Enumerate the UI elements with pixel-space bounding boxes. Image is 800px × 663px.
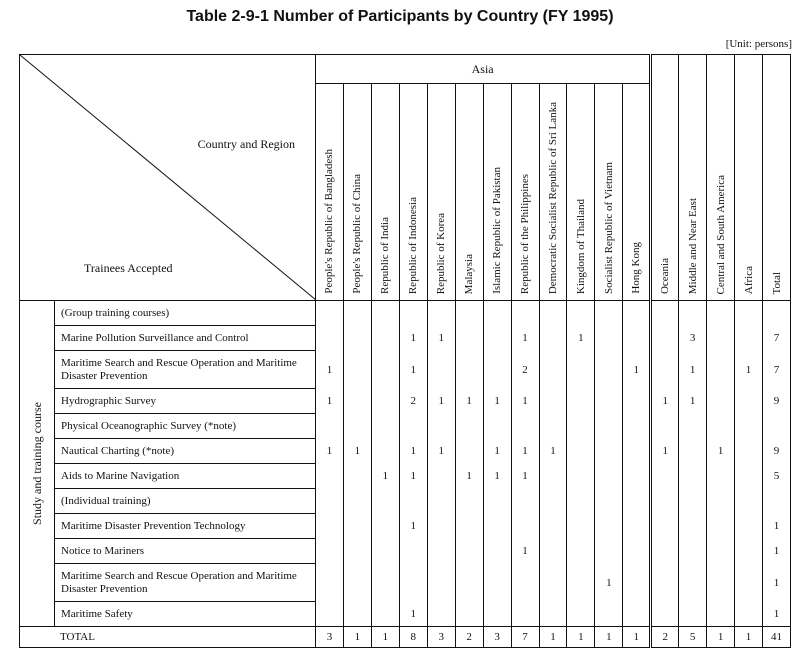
cell-value <box>455 539 483 564</box>
cell-value <box>567 489 595 514</box>
cell-value <box>511 564 539 602</box>
cell-value <box>483 489 511 514</box>
cell-value <box>539 414 567 439</box>
cell-value <box>343 301 371 326</box>
cell-value <box>483 414 511 439</box>
col-header-pakistan: Islamic Republic of Pakistan <box>483 84 511 301</box>
table-row <box>20 414 791 439</box>
cell-value <box>707 464 735 489</box>
total-value: 1 <box>623 627 651 648</box>
col-header-middle-near-east: Middle and Near East <box>679 55 707 301</box>
cell-value: 1 <box>483 389 511 414</box>
cell-value: 1 <box>623 351 651 389</box>
cell-value <box>539 301 567 326</box>
cell-value <box>427 602 455 627</box>
cell-value <box>371 301 399 326</box>
cell-value <box>567 514 595 539</box>
cell-value: 5 <box>763 464 791 489</box>
col-header-total: Total <box>763 55 791 301</box>
table-row <box>20 602 791 627</box>
cell-value <box>483 602 511 627</box>
cell-value <box>427 489 455 514</box>
total-value: 3 <box>316 627 344 648</box>
cell-value <box>343 539 371 564</box>
row-label: Maritime Disaster Prevention Technology <box>55 514 316 539</box>
cell-value: 1 <box>651 439 679 464</box>
cell-value <box>651 514 679 539</box>
cell-value <box>343 414 371 439</box>
cell-value <box>511 489 539 514</box>
cell-value <box>399 539 427 564</box>
cell-value <box>679 414 707 439</box>
total-value: 2 <box>455 627 483 648</box>
cell-value: 1 <box>399 351 427 389</box>
col-header-oceania: Oceania <box>651 55 679 301</box>
cell-value <box>511 514 539 539</box>
cell-value: 2 <box>511 351 539 389</box>
cell-value <box>371 539 399 564</box>
cell-value <box>371 489 399 514</box>
cell-value <box>735 389 763 414</box>
cell-value <box>343 326 371 351</box>
cell-value: 1 <box>483 464 511 489</box>
table-row <box>20 489 791 514</box>
cell-value <box>455 414 483 439</box>
cell-value <box>595 464 623 489</box>
cell-value <box>343 389 371 414</box>
total-value: 1 <box>735 627 763 648</box>
table-row <box>20 389 791 414</box>
total-label: TOTAL <box>20 627 316 648</box>
cell-value <box>763 489 791 514</box>
cell-value <box>539 489 567 514</box>
cell-value <box>735 326 763 351</box>
cell-value: 1 <box>455 464 483 489</box>
cell-value <box>623 564 651 602</box>
row-label: Maritime Search and Rescue Operation and Maritime Disaster Prevention <box>55 351 316 389</box>
cell-value <box>595 489 623 514</box>
cell-value <box>763 414 791 439</box>
cell-value <box>539 326 567 351</box>
cell-value <box>511 602 539 627</box>
cell-value <box>651 602 679 627</box>
col-header-africa: Africa <box>735 55 763 301</box>
cell-value <box>595 326 623 351</box>
total-value: 7 <box>511 627 539 648</box>
cell-value <box>316 464 344 489</box>
cell-value <box>735 602 763 627</box>
cell-value <box>316 539 344 564</box>
cell-value <box>623 464 651 489</box>
cell-value <box>595 514 623 539</box>
row-label: Nautical Charting (*note) <box>55 439 316 464</box>
col-header-thailand: Kingdom of Thailand <box>567 84 595 301</box>
participants-table <box>19 54 791 648</box>
cell-value <box>679 564 707 602</box>
cell-value <box>679 539 707 564</box>
cell-value <box>371 389 399 414</box>
cell-value <box>735 414 763 439</box>
cell-value <box>539 564 567 602</box>
cell-value <box>539 514 567 539</box>
total-value: 1 <box>343 627 371 648</box>
cell-value <box>623 514 651 539</box>
cell-value: 1 <box>316 351 344 389</box>
cell-value <box>707 489 735 514</box>
cell-value <box>316 602 344 627</box>
cell-value <box>427 414 455 439</box>
cell-value <box>567 602 595 627</box>
col-header-sri-lanka: Democratic Socialist Republic of Sri Lanka <box>539 84 567 301</box>
cell-value <box>455 301 483 326</box>
country-region-label: Country and Region <box>197 137 295 151</box>
total-value: 3 <box>483 627 511 648</box>
cell-value: 1 <box>763 564 791 602</box>
cell-value: 1 <box>399 439 427 464</box>
total-value: 1 <box>595 627 623 648</box>
cell-value <box>735 539 763 564</box>
cell-value <box>427 464 455 489</box>
table-title: Table 2-9-1 Number of Participants by Country (FY 1995) <box>186 8 614 25</box>
total-value: 1 <box>371 627 399 648</box>
cell-value <box>651 301 679 326</box>
col-header-hong-kong: Hong Kong <box>623 84 651 301</box>
cell-value <box>483 351 511 389</box>
cell-value: 1 <box>399 326 427 351</box>
total-row <box>20 627 791 648</box>
col-header-china: People's Republic of China <box>343 84 371 301</box>
trainees-accepted-label: Trainees Accepted <box>84 261 173 275</box>
cell-value <box>371 602 399 627</box>
cell-value: 9 <box>763 439 791 464</box>
cell-value: 1 <box>316 389 344 414</box>
cell-value <box>427 539 455 564</box>
cell-value <box>651 489 679 514</box>
cell-value <box>483 326 511 351</box>
cell-value: 1 <box>427 389 455 414</box>
cell-value <box>567 301 595 326</box>
cell-value <box>483 539 511 564</box>
cell-value <box>707 326 735 351</box>
cell-value <box>316 564 344 602</box>
cell-value <box>735 514 763 539</box>
cell-value <box>735 464 763 489</box>
cell-value <box>567 414 595 439</box>
cell-value <box>623 602 651 627</box>
cell-value <box>371 414 399 439</box>
cell-value: 1 <box>539 439 567 464</box>
cell-value <box>427 564 455 602</box>
cell-value: 1 <box>427 326 455 351</box>
cell-value <box>567 351 595 389</box>
diagonal-header-cell <box>20 55 316 301</box>
table-row <box>20 351 791 389</box>
cell-value <box>539 389 567 414</box>
cell-value: 1 <box>763 539 791 564</box>
cell-value <box>595 414 623 439</box>
col-header-vietnam: Socialist Republic of Vietnam <box>595 84 623 301</box>
cell-value <box>623 439 651 464</box>
cell-value <box>343 489 371 514</box>
row-label: (Group training courses) <box>55 301 316 326</box>
total-value: 1 <box>707 627 735 648</box>
cell-value <box>483 514 511 539</box>
cell-value: 1 <box>763 602 791 627</box>
table-row <box>20 301 791 326</box>
cell-value <box>595 539 623 564</box>
total-value: 1 <box>567 627 595 648</box>
cell-value <box>707 389 735 414</box>
col-header-philippines: Republic of the Philippines <box>511 84 539 301</box>
cell-value: 1 <box>679 389 707 414</box>
cell-value: 2 <box>399 389 427 414</box>
cell-value: 1 <box>707 439 735 464</box>
cell-value <box>651 539 679 564</box>
cell-value <box>707 351 735 389</box>
cell-value <box>735 489 763 514</box>
cell-value <box>567 464 595 489</box>
cell-value <box>343 464 371 489</box>
cell-value: 1 <box>567 326 595 351</box>
col-header-india: Republic of India <box>371 84 399 301</box>
col-header-bangladesh: People's Republic of Bangladesh <box>316 84 344 301</box>
cell-value <box>651 414 679 439</box>
cell-value <box>735 439 763 464</box>
cell-value <box>679 489 707 514</box>
col-header-korea: Republic of Korea <box>427 84 455 301</box>
cell-value <box>455 351 483 389</box>
table-row <box>20 514 791 539</box>
cell-value <box>679 464 707 489</box>
cell-value <box>399 564 427 602</box>
cell-value <box>427 514 455 539</box>
cell-value: 1 <box>735 351 763 389</box>
cell-value <box>735 301 763 326</box>
cell-value <box>623 489 651 514</box>
col-header-indonesia: Republic of Indonesia <box>399 84 427 301</box>
cell-value <box>455 564 483 602</box>
row-label: Maritime Safety <box>55 602 316 627</box>
cell-value <box>511 414 539 439</box>
total-value: 3 <box>427 627 455 648</box>
cell-value: 1 <box>763 514 791 539</box>
row-label: (Individual training) <box>55 489 316 514</box>
cell-value <box>343 514 371 539</box>
cell-value <box>539 539 567 564</box>
cell-value <box>539 351 567 389</box>
cell-value: 1 <box>595 564 623 602</box>
cell-value <box>623 389 651 414</box>
cell-value: 9 <box>763 389 791 414</box>
cell-value <box>455 326 483 351</box>
cell-value <box>399 301 427 326</box>
cell-value <box>343 564 371 602</box>
cell-value: 1 <box>679 351 707 389</box>
cell-value <box>539 602 567 627</box>
row-label: Hydrographic Survey <box>55 389 316 414</box>
row-label: Physical Oceanographic Survey (*note) <box>55 414 316 439</box>
cell-value: 1 <box>343 439 371 464</box>
cell-value: 1 <box>511 464 539 489</box>
cell-value <box>651 351 679 389</box>
col-header-malaysia: Malaysia <box>455 84 483 301</box>
cell-value <box>679 602 707 627</box>
cell-value <box>567 439 595 464</box>
cell-value <box>316 301 344 326</box>
cell-value: 7 <box>763 351 791 389</box>
cell-value <box>679 514 707 539</box>
cell-value <box>651 464 679 489</box>
cell-value <box>483 301 511 326</box>
cell-value: 3 <box>679 326 707 351</box>
cell-value <box>679 301 707 326</box>
cell-value <box>567 389 595 414</box>
table-row <box>20 464 791 489</box>
table-row <box>20 439 791 464</box>
cell-value <box>651 564 679 602</box>
table-row <box>20 564 791 602</box>
cell-value: 1 <box>399 514 427 539</box>
cell-value <box>455 602 483 627</box>
row-label: Aids to Marine Navigation <box>55 464 316 489</box>
cell-value <box>707 301 735 326</box>
cell-value <box>707 514 735 539</box>
cell-value: 1 <box>511 389 539 414</box>
total-value: 41 <box>763 627 791 648</box>
cell-value <box>763 301 791 326</box>
total-value: 1 <box>539 627 567 648</box>
cell-value <box>595 389 623 414</box>
total-value: 5 <box>679 627 707 648</box>
cell-value <box>623 539 651 564</box>
table-row <box>20 539 791 564</box>
cell-value <box>679 439 707 464</box>
cell-value <box>343 602 371 627</box>
cell-value: 1 <box>371 464 399 489</box>
cell-value: 1 <box>427 439 455 464</box>
cell-value: 1 <box>399 464 427 489</box>
cell-value <box>343 351 371 389</box>
cell-value: 7 <box>763 326 791 351</box>
cell-value <box>399 489 427 514</box>
total-value: 2 <box>651 627 679 648</box>
cell-value <box>651 326 679 351</box>
study-training-course-label: Study and training course <box>20 301 55 627</box>
cell-value: 1 <box>651 389 679 414</box>
cell-value <box>371 351 399 389</box>
cell-value <box>707 539 735 564</box>
cell-value <box>316 514 344 539</box>
total-value: 8 <box>399 627 427 648</box>
row-label: Maritime Search and Rescue Operation and Maritime Disaster Prevention <box>55 564 316 602</box>
cell-value: 1 <box>511 439 539 464</box>
cell-value <box>595 351 623 389</box>
cell-value: 1 <box>511 326 539 351</box>
cell-value <box>707 564 735 602</box>
cell-value <box>595 602 623 627</box>
table-row <box>20 326 791 351</box>
cell-value <box>539 464 567 489</box>
col-header-central-south-america: Central and South America <box>707 55 735 301</box>
cell-value: 1 <box>399 602 427 627</box>
cell-value <box>595 301 623 326</box>
cell-value <box>371 326 399 351</box>
cell-value <box>483 564 511 602</box>
cell-value <box>707 602 735 627</box>
cell-value <box>371 514 399 539</box>
cell-value: 1 <box>483 439 511 464</box>
unit-note: [Unit: persons] <box>725 38 792 50</box>
cell-value <box>567 564 595 602</box>
cell-value <box>455 514 483 539</box>
cell-value <box>427 351 455 389</box>
cell-value <box>511 301 539 326</box>
cell-value: 1 <box>511 539 539 564</box>
row-label: Notice to Mariners <box>55 539 316 564</box>
cell-value <box>595 439 623 464</box>
cell-value <box>316 489 344 514</box>
cell-value <box>316 414 344 439</box>
cell-value <box>623 326 651 351</box>
cell-value: 1 <box>316 439 344 464</box>
cell-value <box>371 564 399 602</box>
cell-value <box>623 414 651 439</box>
cell-value <box>427 301 455 326</box>
cell-value <box>735 564 763 602</box>
cell-value <box>316 326 344 351</box>
cell-value <box>455 439 483 464</box>
cell-value: 1 <box>455 389 483 414</box>
row-label: Marine Pollution Surveillance and Control <box>55 326 316 351</box>
asia-group-header: Asia <box>316 55 651 84</box>
cell-value <box>707 414 735 439</box>
cell-value <box>455 489 483 514</box>
cell-value <box>623 301 651 326</box>
cell-value <box>399 414 427 439</box>
cell-value <box>371 439 399 464</box>
cell-value <box>567 539 595 564</box>
